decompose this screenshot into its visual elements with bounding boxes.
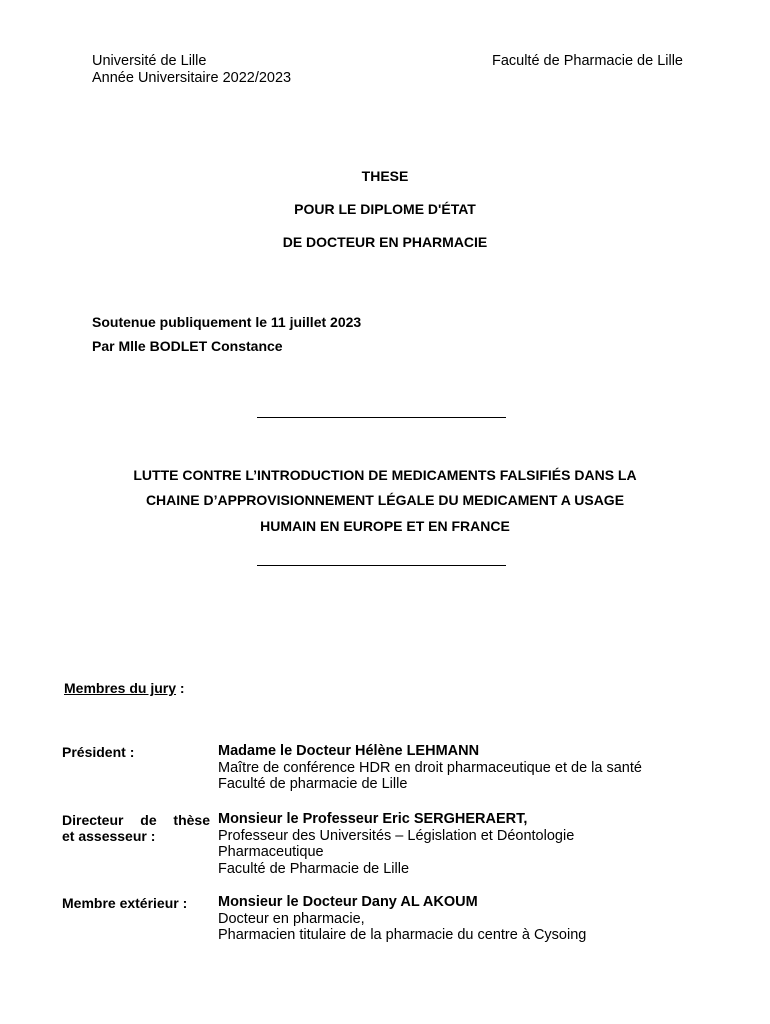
member-detail: Pharmacien titulaire de la pharmacie du centre à Cysoing [218, 927, 587, 943]
faculty-name: Faculté de Pharmacie de Lille [491, 53, 683, 69]
jury-role-director [62, 812, 210, 844]
member-detail: Professeur des Universités – Législation et Déontologie [218, 827, 575, 844]
member-name: Madame le Docteur Hélène LEHMANN [218, 743, 480, 759]
thesis-title-line3: HUMAIN EN EUROPE ET EN FRANCE [260, 518, 510, 534]
member-detail: Pharmaceutique [218, 844, 324, 860]
member-detail: Docteur en pharmacie, [218, 910, 365, 927]
divider-top [257, 417, 506, 418]
defense-date: Soutenue publiquement le 11 juillet 2023 [92, 314, 362, 330]
role-line: et assesseur : [62, 828, 156, 844]
jury-member-director [218, 811, 574, 877]
header-left [92, 53, 291, 87]
member-detail: Faculté de Pharmacie de Lille [218, 860, 410, 877]
member-name: Monsieur le Professeur Eric SERGHERAERT, [218, 811, 528, 827]
author-line: Par Mlle BODLET Constance [92, 338, 283, 354]
thesis-title-line2: CHAINE D’APPROVISIONNEMENT LÉGALE DU MEDICAMENT A USAGE [145, 492, 625, 508]
diploma-line: POUR LE DIPLOME D'ÉTAT [294, 201, 476, 217]
member-detail: Faculté de pharmacie de Lille [218, 776, 408, 792]
jury-member-president [218, 743, 642, 793]
jury-role-president: Président : [62, 744, 135, 760]
thesis-title-line1: LUTTE CONTRE L’INTRODUCTION DE MEDICAMENTS FALSIFIÉS DANS LA [133, 467, 637, 483]
academic-year: Année Universitaire 2022/2023 [92, 70, 292, 86]
member-detail: Maître de conférence HDR en droit pharmaceutique et de la santé [218, 759, 642, 776]
jury-heading [64, 680, 185, 696]
jury-member-external [218, 894, 586, 944]
university-name: Université de Lille [92, 53, 207, 69]
member-name: Monsieur le Docteur Dany AL AKOUM [218, 894, 478, 910]
divider-bottom [257, 565, 506, 566]
role-line: Directeur de thèse [62, 812, 210, 828]
jury-heading-colon: : [176, 680, 185, 696]
thesis-label: THESE [361, 168, 409, 184]
jury-role-external: Membre extérieur : [62, 895, 188, 911]
doctor-line: DE DOCTEUR EN PHARMACIE [282, 234, 488, 250]
jury-heading-text: Membres du jury [64, 680, 177, 696]
